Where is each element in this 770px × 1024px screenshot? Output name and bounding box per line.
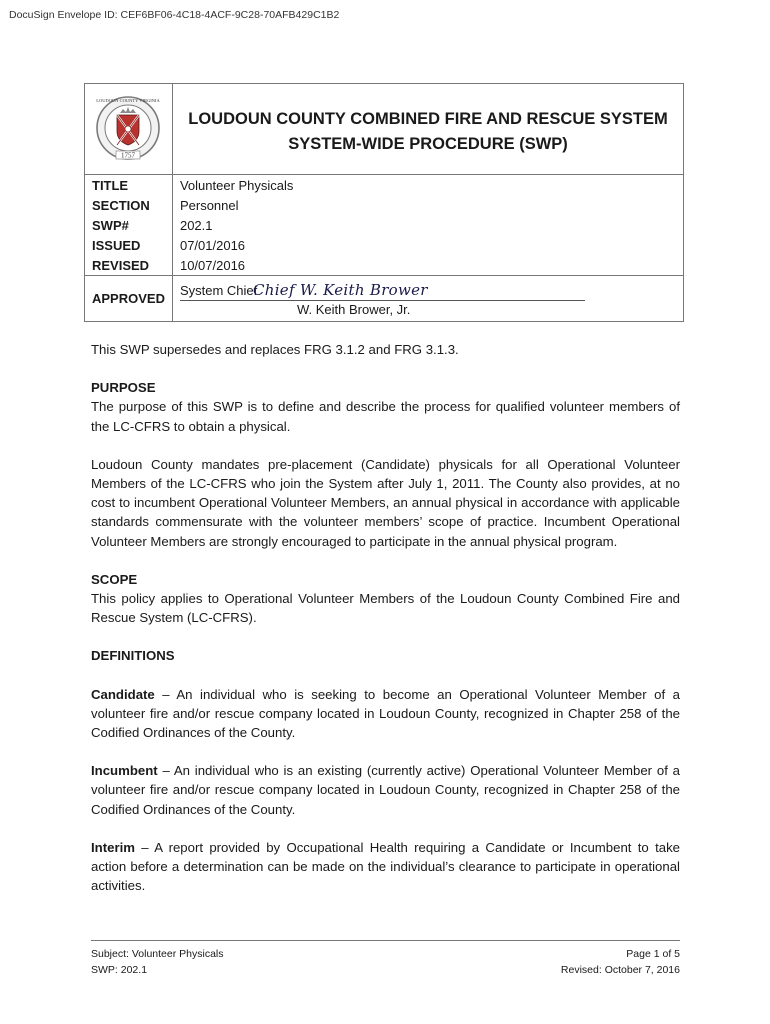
purpose-paragraph: The purpose of this SWP is to define and describe the process for qualified volunteer members of the LC-CFRS to obtain a physical. <box>91 399 680 434</box>
interim-definition: – A report provided by Occupational Health requiring a Candidate or Incumbent to take action before a determination can be made on the individual’s clearance to participate in operational activities. <box>91 839 680 894</box>
definitions-heading: DEFINITIONS <box>91 648 175 664</box>
definition-candidate <box>91 685 680 743</box>
swp-value: 202.1 <box>172 215 683 235</box>
section-label: SECTION <box>85 195 173 215</box>
issued-label: ISSUED <box>85 235 173 255</box>
footer-swp: SWP: 202.1 <box>91 964 148 976</box>
docusign-envelope-id: DocuSign Envelope ID: CEF6BF06-4C18-4ACF-9C28-70AFB429C1B2 <box>9 9 340 21</box>
county-seal-icon <box>95 85 161 171</box>
procedure-type-title: SYSTEM-WIDE PROCEDURE (SWP) <box>288 135 568 153</box>
term-incumbent: Incumbent <box>91 763 158 779</box>
incumbent-definition: – An individual who is an existing (currently active) Operational Volunteer Member of a volunteer fire and/or rescue company located in Loudoun County, recognized in Chapter 258 of the Codified Ordinances of the County. <box>91 763 680 817</box>
county-seal-cell <box>85 84 173 175</box>
mandate-paragraph: Loudoun County mandates pre-placement (Candidate) physicals for all Operational Volunteer Members of the LC-CFRS who join the System after July 1, 2011. The County also provides, at no cost to incumbent Operational Volunteer Members, an annual physical in accordance with applicable standards commensurate with the volunteer members’ scope of practice. Incumbent Operational Volunteer Members are strongly encouraged to participate in the annual physical program. <box>91 456 680 549</box>
approved-label: APPROVED <box>85 276 173 322</box>
seal-ring-text: LOUDOUN COUNTY VIRGINIA <box>96 97 161 103</box>
footer-revised-date: Revised: October 7, 2016 <box>560 964 680 976</box>
term-interim: Interim <box>91 839 135 855</box>
title-value: Volunteer Physicals <box>172 175 683 196</box>
system-title: LOUDOUN COUNTY COMBINED FIRE AND RESCUE SYSTEM <box>188 110 668 128</box>
swp-label: SWP# <box>85 215 173 235</box>
page-footer <box>91 940 680 978</box>
definition-incumbent <box>91 761 680 819</box>
revised-label: REVISED <box>85 255 173 276</box>
section-value: Personnel <box>172 195 683 215</box>
candidate-definition: – An individual who is seeking to become an Operational Volunteer Member of a volunteer fire and/or rescue company located in Loudoun County, recognized in Chapter 258 of the Codified Ordinances of the County. <box>91 686 680 741</box>
footer-subject: Subject: Volunteer Physicals <box>91 948 224 960</box>
signature-line <box>180 276 585 301</box>
procedure-title-cell <box>172 84 683 175</box>
title-label: TITLE <box>85 175 173 196</box>
term-candidate: Candidate <box>91 686 155 702</box>
issued-value: 07/01/2016 <box>172 235 683 255</box>
purpose-heading: PURPOSE <box>91 380 156 396</box>
scope-paragraph: This policy applies to Operational Volunteer Members of the Loudoun County Combined Fire and Rescue System (LC-CFRS). <box>91 591 680 626</box>
procedure-body <box>91 340 680 895</box>
procedure-header-table <box>84 83 684 322</box>
footer-page-number: Page 1 of 5 <box>626 948 680 960</box>
definition-interim <box>91 838 680 896</box>
seal-year: 1757 <box>121 151 136 159</box>
revised-value: 10/07/2016 <box>172 255 683 276</box>
supersedes-note: This SWP supersedes and replaces FRG 3.1.2 and FRG 3.1.3. <box>91 342 459 357</box>
handwritten-signature: Chief W. Keith Brower <box>252 281 428 299</box>
approval-cell <box>172 276 683 322</box>
approver-role: System Chief <box>179 283 258 298</box>
scope-heading: SCOPE <box>91 571 138 587</box>
approver-name: W. Keith Brower, Jr. <box>296 302 411 317</box>
